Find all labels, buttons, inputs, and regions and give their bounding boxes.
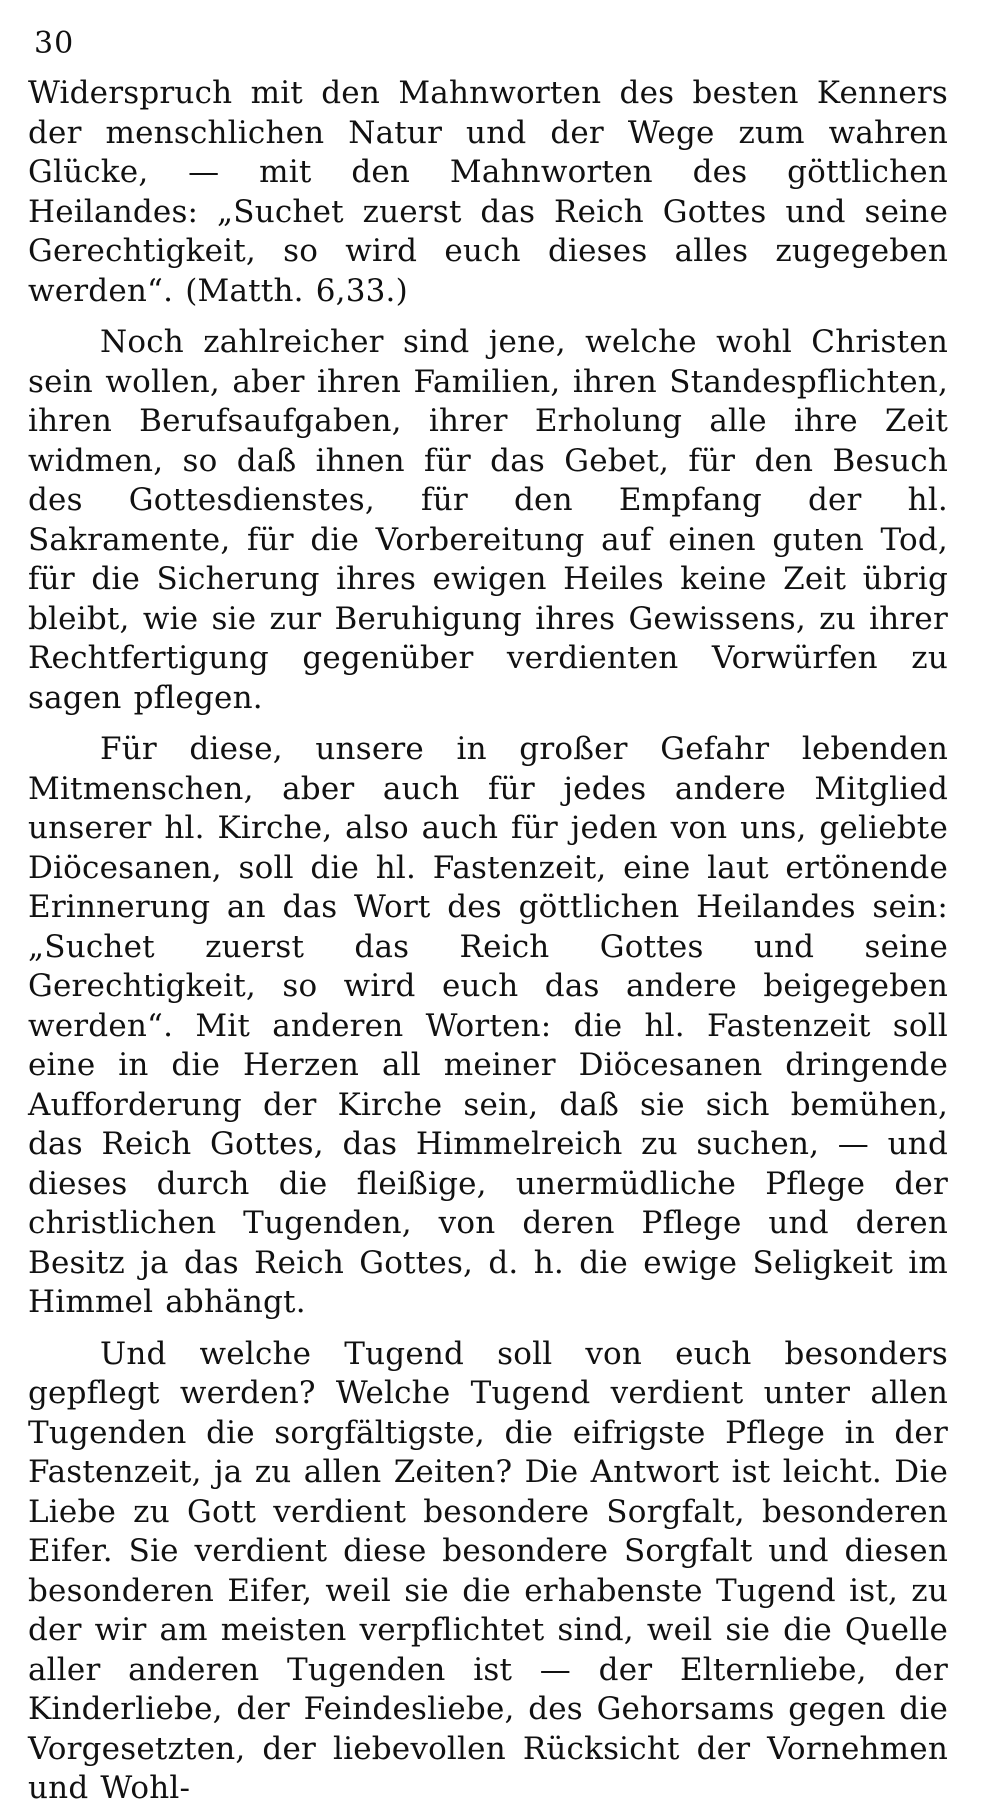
page-number: 30: [34, 26, 75, 61]
paragraph-4: Und welche Tugend soll von euch besonders gepflegt werden? Welche Tugend verdient unter allen Tugenden die sorgfältigste, die eifrigste Pflege in der Fastenzeit, ja zu allen Zeiten? Die Antwort ist leicht. Die Liebe zu Gott verdient besondere Sorgfalt, besonderen Eifer. Sie verdient diese besondere Sorgfalt und diesen besonderen Eifer, weil sie die erhabenste Tugend ist, zu der wir am meisten verpflichtet sind, weil sie die Quelle aller anderen Tugenden ist — der Elternliebe, der Kinderliebe, der Feindesliebe, des Gehorsams gegen die Vorgesetzten, der liebevollen Rücksicht der Vornehmen und Wohl-: [28, 1335, 948, 1806]
paragraph-3: Für diese, unsere in großer Gefahr lebenden Mitmenschen, aber auch für jedes andere Mitglied unserer hl. Kirche, also auch für jeden von uns, geliebte Diöcesanen, soll die hl. Fastenzeit, eine laut ertönende Erinnerung an das Wort des göttlichen Heilandes sein: „Suchet zuerst das Reich Gottes und seine Gerechtigkeit, so wird euch das andere beigegeben werden“. Mit anderen Worten: die hl. Fastenzeit soll eine in die Herzen all meiner Diöcesanen dringende Aufforderung der Kirche sein, daß sie sich bemühen, das Reich Gottes, das Himmelreich zu suchen, — und dieses durch die fleißige, unermüdliche Pflege der christlichen Tugenden, von deren Pflege und deren Besitz ja das Reich Gottes, d. h. die ewige Seligkeit im Himmel abhängt.: [28, 731, 948, 1320]
book-page: [28, 24, 948, 1806]
paragraph-1: Widerspruch mit den Mahnworten des besten Kenners der menschlichen Natur und der Wege zum wahren Glücke, — mit den Mahnworten des göttlichen Heilandes: „Suchet zuerst das Reich Gottes und seine Gerechtigkeit, so wird euch dieses alles zugegeben werden“. (Matth. 6,33.): [28, 75, 948, 309]
paragraph-2: Noch zahlreicher sind jene, welche wohl Christen sein wollen, aber ihren Familien, ihren Standespflichten, ihren Berufsaufgaben, ihrer Erholung alle ihre Zeit widmen, so daß ihnen für das Gebet, für den Besuch des Gottesdienstes, für den Empfang der hl. Sakramente, für die Vorbereitung auf einen guten Tod, für die Sicherung ihres ewigen Heiles keine Zeit übrig bleibt, wie sie zur Beruhigung ihres Gewissens, zu ihrer Rechtfertigung gegenüber verdienten Vorwürfen zu sagen pflegen.: [28, 324, 948, 716]
